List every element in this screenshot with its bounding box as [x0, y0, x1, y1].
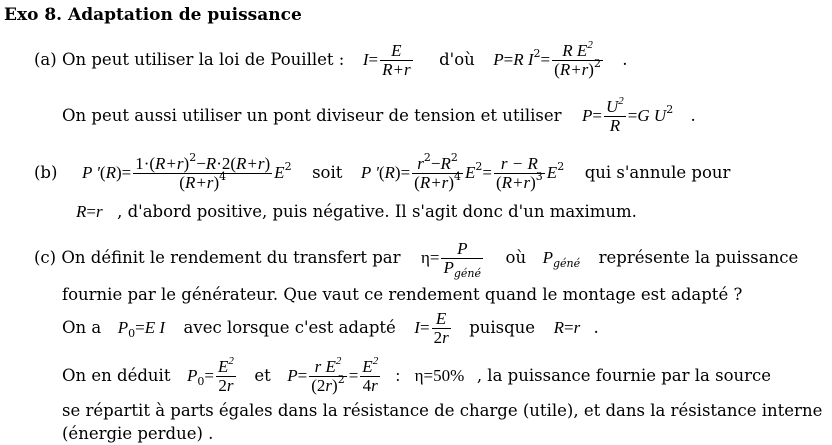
part-c-text-11: se répartit à parts égales dans la résistance de charge (utile), et dans la résistance interne	[62, 401, 823, 420]
part-c-text-6: avec lorsque c'est adapté	[183, 318, 396, 337]
part-a-text-1: On peut utiliser la loi de Pouillet :	[61, 50, 345, 69]
formula-p0: $P_0=E$ I	[117, 318, 166, 340]
formula-current-adapted: I= $\frac{E}{2r}$	[414, 309, 449, 347]
part-b-text-3: , d'abord positive, puis négative. Il s'agit donc d'un maximum.	[117, 202, 637, 221]
part-b-text-2: qui s'annule pour	[584, 163, 731, 182]
formula-efficiency: η= $\frac{P}{P_{géné}}$	[421, 239, 482, 280]
exercise-title: Exo 8. Adaptation de puissance	[4, 5, 302, 25]
formula-derivative-2: P '(R)= $\frac{r^2-R^2}{(R+r)^4}$ $E^2=$ $\frac{r - R}{(R+r)^3}$ $E^2$	[360, 151, 565, 192]
part-c-label: (c)	[34, 248, 57, 267]
part-c-text-4: fournie par le générateur. Que vaut ce rendement quand le montage est adapté ?	[62, 285, 743, 304]
part-c-text-10: , la puissance fournie par la source	[476, 366, 772, 385]
part-c-line-4: On en déduit $P_0=$ $\frac{E^2}{2r}$ et P= $\frac{r E^2}{(2r)^2}$ = $\frac{E^2}{4r}$ : η=50% , la puissance fournie par la source	[62, 355, 772, 395]
efficiency-result: η=50%	[414, 366, 465, 385]
part-b-label: (b)	[34, 163, 58, 182]
formula-pouillet: I= $\frac{E}{R+r}$	[362, 41, 411, 79]
part-c-line-3: On a $P_0=E$ I avec lorsque c'est adapté I= $\frac{E}{2r}$ puisque R=r .	[62, 309, 599, 347]
formula-p-deduced: P= $\frac{r E^2}{(2r)^2}$ = $\frac{E^2}{4r}$	[287, 355, 379, 395]
part-a-text-2: d'où	[439, 50, 475, 69]
formula-divider: P= $\frac{U^2}{R}$ =G $U^2$	[582, 95, 674, 135]
part-a-label: (a)	[34, 50, 57, 69]
formula-p0-deduced: $P_0=$ $\frac{E^2}{2r}$	[186, 355, 234, 395]
part-c-text-2: où	[505, 248, 527, 267]
part-c-text-5: On a	[62, 318, 102, 337]
part-c-text-3: représente la puissance	[598, 248, 799, 267]
part-c-line-6	[62, 424, 213, 443]
formula-power: P=R $I^2=$ $\frac{R E^2}{(R+r)^2}$	[493, 39, 601, 79]
part-c-line-1: (c) On définit le rendement du transfert par η= $\frac{P}{P_{géné}}$ où $P_{géné}$ représente la puissance	[34, 239, 799, 280]
part-c-line-2	[62, 285, 742, 304]
part-a-line-2: On peut aussi utiliser un pont diviseur de tension et utiliser P= $\frac{U^2}{R}$ =G $U^2$ .	[62, 95, 696, 135]
part-c-text-12: (énergie perdue) .	[62, 424, 214, 443]
part-a-text-3: On peut aussi utiliser un pont diviseur de tension et utiliser	[62, 106, 562, 125]
part-c-text-7: puisque	[469, 318, 536, 337]
part-c-text-8: On en déduit	[62, 366, 171, 385]
part-b-line-2: R=r , d'abord positive, puis négative. Il s'agit donc d'un maximum.	[76, 202, 637, 221]
part-b-text-1: soit	[312, 163, 343, 182]
part-c-line-5	[62, 401, 822, 420]
part-a-line-1: (a) On peut utiliser la loi de Pouillet : I= $\frac{E}{R+r}$ d'où P=R $I^2=$ $\frac{R E^2}{(R+r)^2}$ .	[34, 39, 628, 79]
formula-derivative-1: P '(R)= $\frac{1\cdot(R+r)^2-R\cdot 2(R+r)}{(R+r)^4}$ $E^2$	[81, 151, 292, 192]
part-b-line-1	[34, 151, 731, 192]
part-c-text-1: On définit le rendement du transfert par	[61, 248, 401, 267]
part-c-text-9: et	[254, 366, 271, 385]
